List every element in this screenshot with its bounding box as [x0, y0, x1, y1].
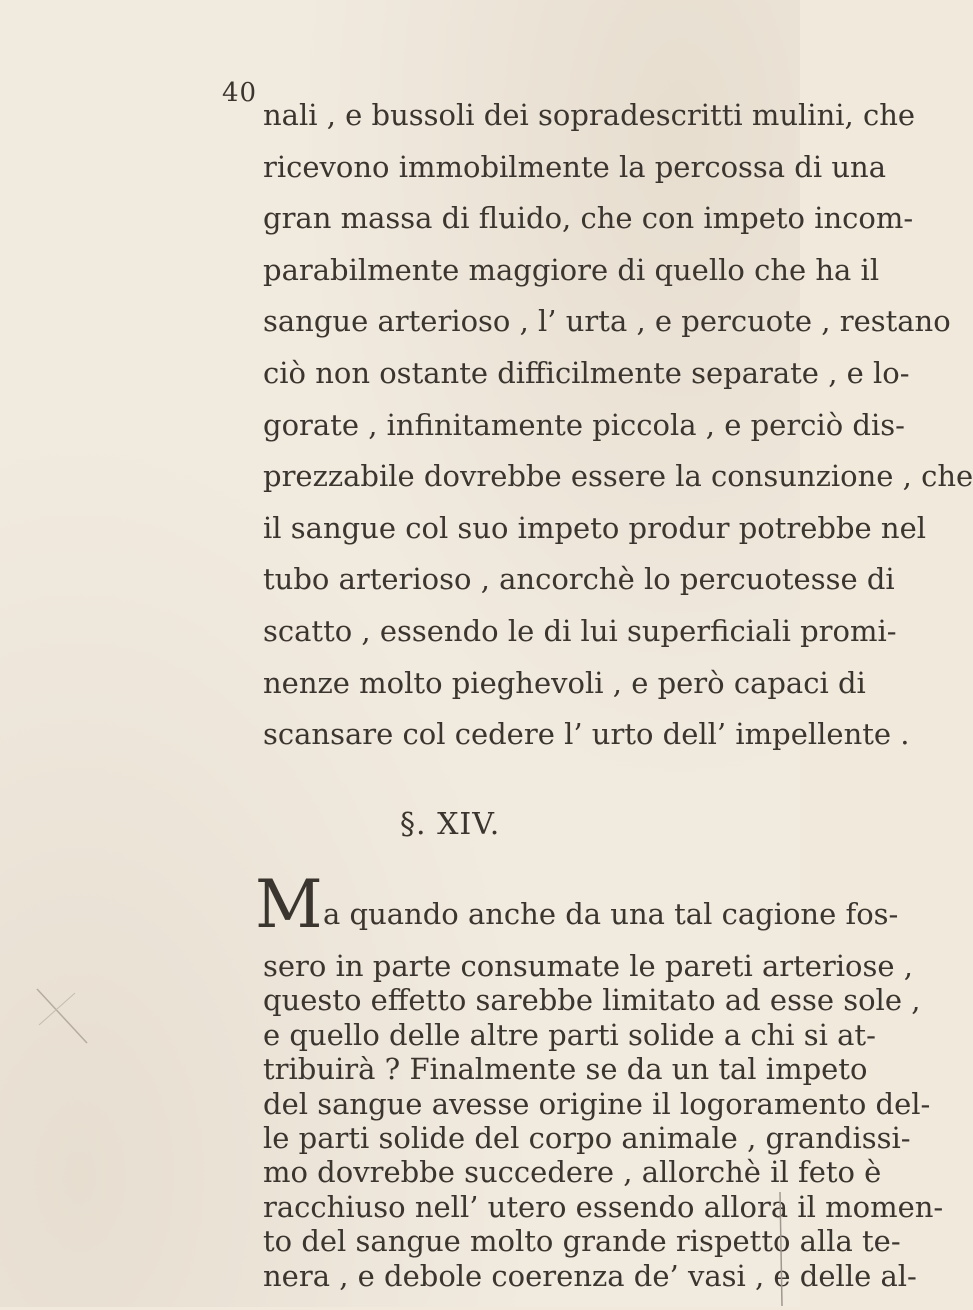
text-line: scansare col cedere l’ urto dell’ impellente .: [263, 717, 910, 752]
text-line: a quando anche da una tal cagione fos-: [323, 897, 899, 931]
text-line: gran massa di fluido, che con impeto incom-: [263, 201, 914, 236]
text-line: tubo arterioso , ancorchè lo percuotesse di: [263, 562, 895, 597]
text-line: le parti solide del corpo animale , grandissi-: [263, 1121, 911, 1155]
page-number: 40: [222, 78, 258, 108]
text-line: scatto , essendo le di lui superficiali promi-: [263, 614, 897, 648]
text-line: nenze molto pieghevoli , e però capaci di: [263, 665, 866, 700]
text-line: gorate , infinitamente piccola , e perciò dis-: [263, 407, 905, 442]
text-line: il sangue col suo impeto produr potrebbe nel: [263, 510, 927, 545]
text-line: mo dovrebbe succedere , allorchè il feto è: [263, 1155, 882, 1190]
text-line: sero in parte consumate le pareti arteriose ,: [263, 949, 913, 983]
text-line: e quello delle altre parti solide a chi si at-: [263, 1017, 876, 1052]
ink-mark-right: [760, 1190, 790, 1310]
text-line: ciò non ostante difficilmente separate , e lo-: [263, 356, 910, 390]
drop-cap: M: [255, 866, 323, 943]
section-heading: §. XIV.: [400, 807, 501, 842]
text-line: tribuirà ? Finalmente se da un tal impeto: [263, 1052, 868, 1087]
ink-mark-left: [35, 985, 95, 1055]
text-line: ricevono immobilmente la percossa di una: [263, 149, 887, 184]
text-line: del sangue avesse origine il logoramento del-: [263, 1086, 931, 1121]
text-line: nali , e bussoli dei sopradescritti mulini, che: [263, 98, 916, 132]
text-line: sangue arterioso , l’ urta , e percuote , restano: [263, 304, 951, 339]
text-line: to del sangue molto grande rispetto alla te-: [263, 1224, 901, 1259]
text-line: nera , e debole coerenza de’ vasi , e delle al-: [263, 1258, 917, 1293]
text-line: prezzabile dovrebbe essere la consunzione , che: [263, 459, 973, 494]
text-line: parabilmente maggiore di quello che ha il: [263, 252, 880, 287]
text-line: questo effetto sarebbe limitato ad esse sole ,: [263, 983, 921, 1018]
text-line: racchiuso nell’ utero essendo allora il momen-: [263, 1189, 944, 1224]
